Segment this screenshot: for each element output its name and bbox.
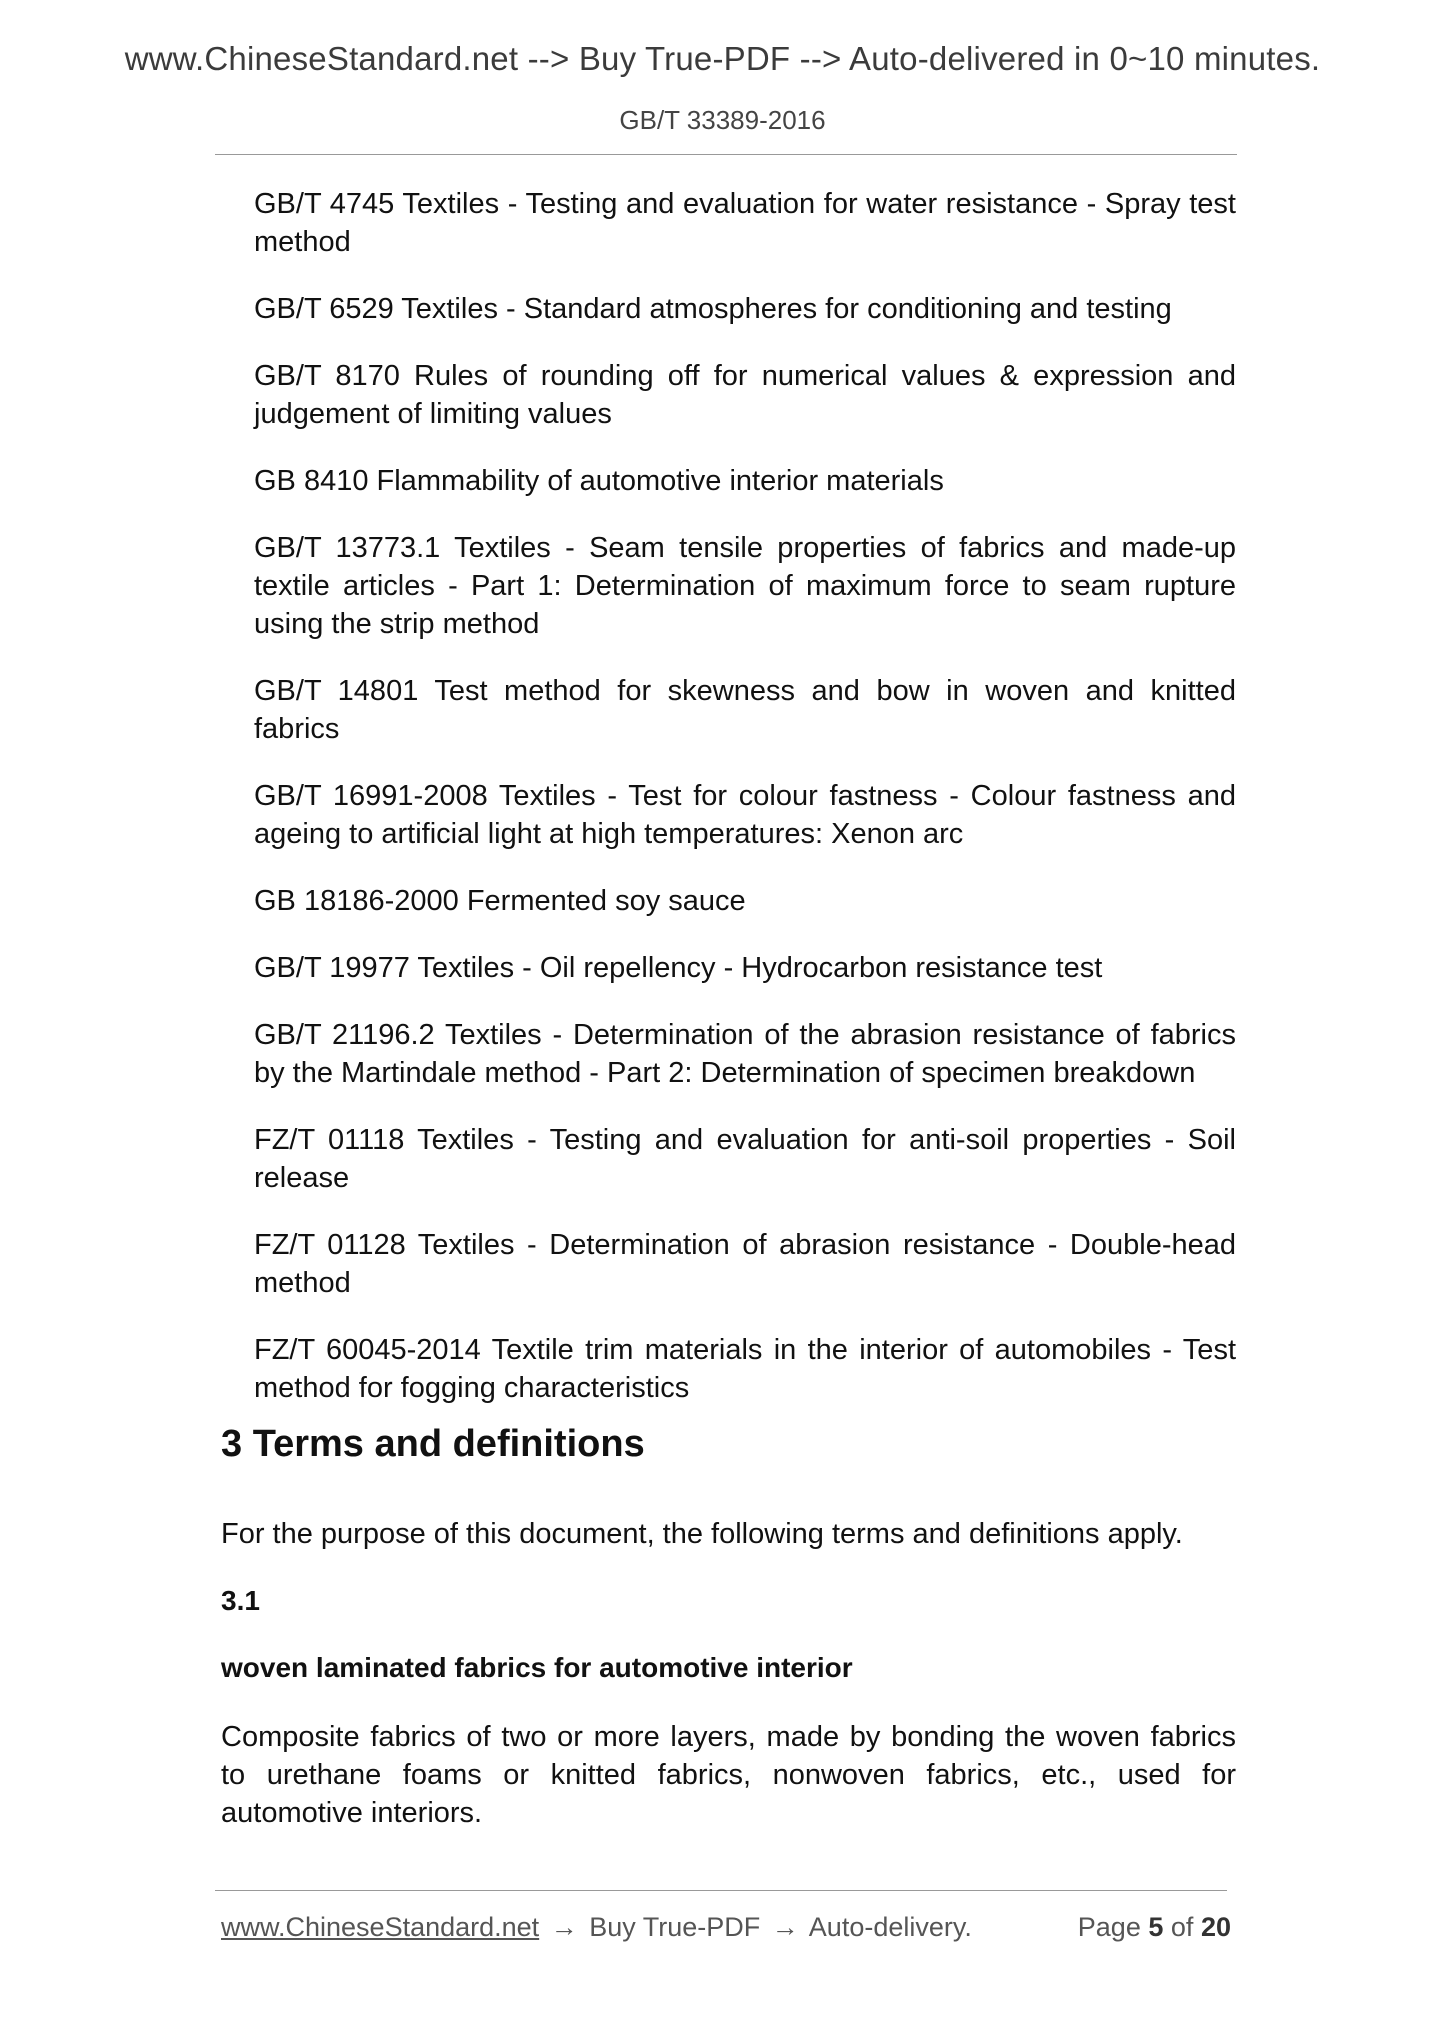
footer-left [221, 1912, 972, 1943]
reference-item: GB/T 14801 Test method for skewness and bow in woven and knitted fabrics [254, 675, 1236, 745]
standard-code: GB/T 33389-2016 [619, 105, 826, 135]
buy-text: Buy True-PDF [589, 1912, 761, 1942]
of-label: of [1170, 1912, 1194, 1942]
delivery-text: Auto-delivery. [808, 1912, 972, 1942]
page-footer [221, 1912, 1231, 1943]
reference-item: GB/T 16991-2008 Textiles - Test for colour fastness - Colour fastness and ageing to artificial light at high temperatures: Xenon arc [254, 780, 1236, 850]
arrow-right-icon: → [771, 1912, 799, 1942]
reference-item: GB 8410 Flammability of automotive interior materials [254, 465, 944, 497]
reference-item: GB/T 13773.1 Textiles - Seam tensile properties of fabrics and made-up textile articles - Part 1: Determination of maximum force to seam rupture using the strip method [254, 532, 1236, 640]
reference-item: GB/T 4745 Textiles - Testing and evaluation for water resistance - Spray test method [254, 188, 1236, 258]
reference-item: GB/T 19977 Textiles - Oil repellency - Hydrocarbon resistance test [254, 952, 1103, 984]
reference-item: GB/T 8170 Rules of rounding off for numerical values & expression and judgement of limiting values [254, 360, 1236, 430]
normative-references-list [254, 185, 1236, 1436]
site-banner: www.ChineseStandard.net --> Buy True-PDF --> Auto-delivered in 0~10 minutes. [124, 40, 1321, 77]
reference-item: GB 18186-2000 Fermented soy sauce [254, 885, 746, 917]
term-definition: Composite fabrics of two or more layers, made by bonding the woven fabrics to urethane foams or knitted fabrics, nonwoven fabrics, etc., used for automotive interiors. [221, 1721, 1236, 1829]
page-current: 5 [1148, 1912, 1164, 1942]
section-intro: For the purpose of this document, the following terms and definitions apply. [221, 1518, 1183, 1550]
site-link[interactable]: www.ChineseStandard.net [221, 1912, 540, 1942]
page-total: 20 [1200, 1912, 1231, 1942]
arrow-right-icon: → [550, 1912, 578, 1942]
footer-divider [215, 1890, 1227, 1891]
reference-item: FZ/T 01118 Textiles - Testing and evaluation for anti-soil properties - Soil release [254, 1124, 1236, 1194]
reference-item: FZ/T 60045-2014 Textile trim materials in the interior of automobiles - Test method for fogging characteristics [254, 1334, 1236, 1404]
header-divider [215, 154, 1237, 155]
reference-item: GB/T 21196.2 Textiles - Determination of the abrasion resistance of fabrics by the Martindale method - Part 2: Determination of specimen breakdown [254, 1019, 1236, 1089]
page-number [1078, 1912, 1231, 1943]
reference-item: FZ/T 01128 Textiles - Determination of abrasion resistance - Double-head method [254, 1229, 1236, 1299]
reference-item: GB/T 6529 Textiles - Standard atmospheres for conditioning and testing [254, 293, 1172, 325]
term-number: 3.1 [221, 1585, 260, 1616]
section-heading: 3 Terms and definitions [221, 1423, 645, 1465]
page-label: Page [1077, 1912, 1141, 1942]
term-name: woven laminated fabrics for automotive interior [221, 1652, 853, 1683]
